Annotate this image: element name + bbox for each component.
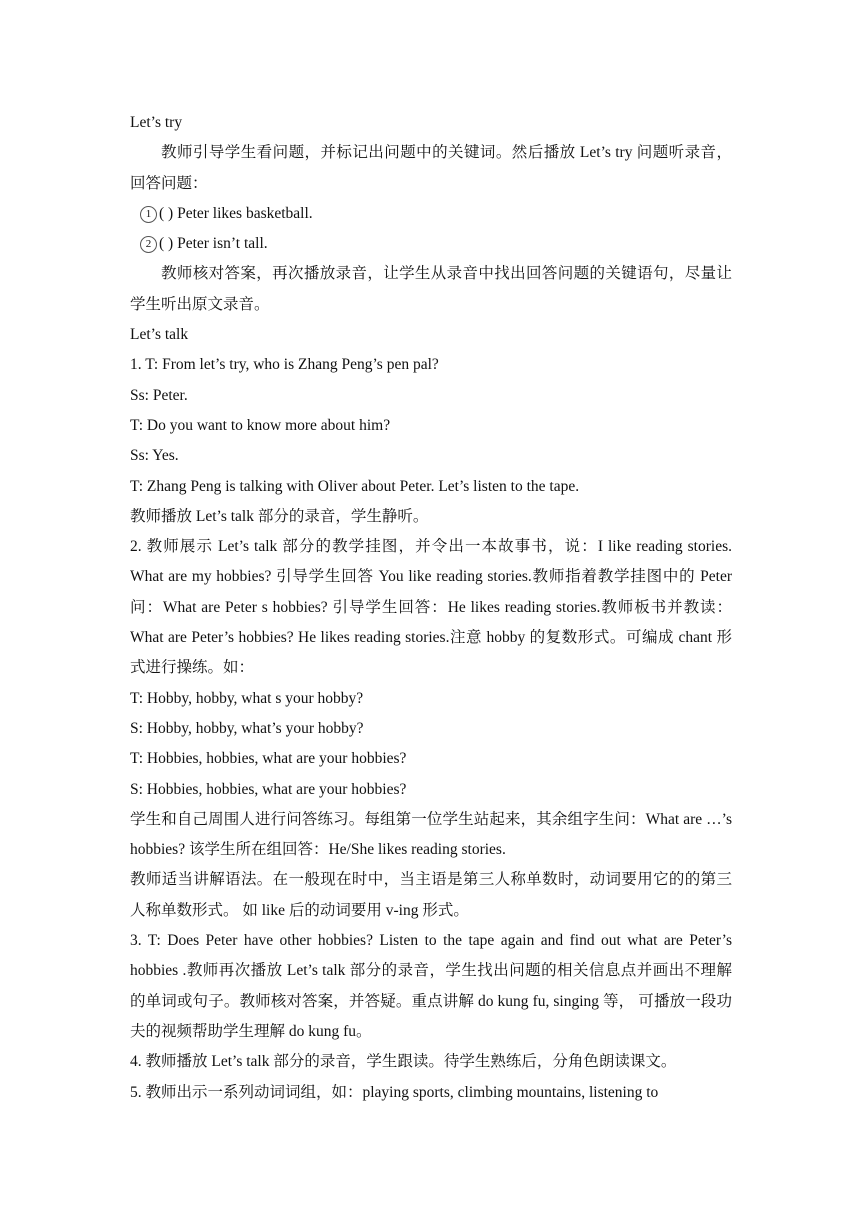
dialogue-line: Ss: Yes.	[130, 447, 179, 465]
dialogue-line: Ss: Peter.	[130, 386, 188, 404]
paragraph: 3. T: Does Peter have other hobbies? Listen to the tape again and find out what are Peter’s hobbies .教师再次播放 Let’s talk 部分的录音，学生找出问题的相关信息点并画出不理解的单词或句子。教师核对答案，并答疑。重点讲解 do kung fu, singing 等， 可播放一段功夫的视频帮助学生理解 do kung fu。	[130, 932, 732, 1040]
section-heading-lets-talk: Let’s talk	[130, 326, 189, 344]
dialogue-line: T: Do you want to know more about him?	[130, 416, 391, 434]
paragraph: 2. 教师展示 Let’s talk 部分的教学挂图，并令出一本故事书，说：I like reading stories. What are my hobbies? 引导学生回答 You like reading stories.教师指着教学挂图中的 Peter 问：What are Peter s hobbies? 引导学生回答：He likes reading stories.教师板书并教读：What are Peter’s hobbies? He likes reading stories.注意 hobby 的复数形式。可编成 chant 形式进行操练。如：	[130, 538, 732, 677]
paragraph: 教师引导学生看问题，并标记出问题中的关键词。然后播放 Let’s try 问题听录音，回答问题：	[130, 144, 732, 192]
circled-number: 2	[140, 236, 157, 253]
document-body	[130, 108, 732, 1108]
question-item	[130, 229, 732, 259]
chant-line: S: Hobbies, hobbies, what are your hobbies?	[130, 780, 407, 798]
paragraph: 5. 教师出示一系列动词词组，如：playing sports, climbing mountains, listening to	[130, 1083, 659, 1101]
paragraph: 教师播放 Let’s talk 部分的录音，学生静听。	[130, 507, 429, 525]
dialogue-line: 1. T: From let’s try, who is Zhang Peng’s pen pal?	[130, 356, 439, 374]
paragraph: 学生和自己周围人进行问答练习。每组第一位学生站起来，其余组字生问：What are …’s hobbies? 该学生所在组回答：He/She likes reading stories.	[130, 810, 732, 859]
question-text: ( ) Peter likes basketball.	[159, 204, 313, 222]
question-item	[130, 199, 732, 229]
chant-line: S: Hobby, hobby, what’s your hobby?	[130, 719, 364, 737]
paragraph: 教师核对答案，再次播放录音，让学生从录音中找出回答问题的关键语句，尽量让学生听出原文录音。	[130, 265, 732, 313]
paragraph: 教师适当讲解语法。在一般现在时中，当主语是第三人称单数时，动词要用它的的第三人称单数形式。 如 like 后的动词要用 v-ing 形式。	[130, 871, 732, 919]
question-text: ( ) Peter isn’t tall.	[159, 235, 268, 253]
circled-number: 1	[140, 206, 157, 223]
chant-line: T: Hobby, hobby, what s your hobby?	[130, 689, 364, 707]
section-heading-lets-try: Let’s try	[130, 114, 183, 131]
chant-line: T: Hobbies, hobbies, what are your hobbies?	[130, 750, 407, 768]
paragraph: 4. 教师播放 Let’s talk 部分的录音，学生跟读。待学生熟练后，分角色朗读课文。	[130, 1053, 677, 1071]
dialogue-line: T: Zhang Peng is talking with Oliver about Peter. Let’s listen to the tape.	[130, 477, 580, 495]
